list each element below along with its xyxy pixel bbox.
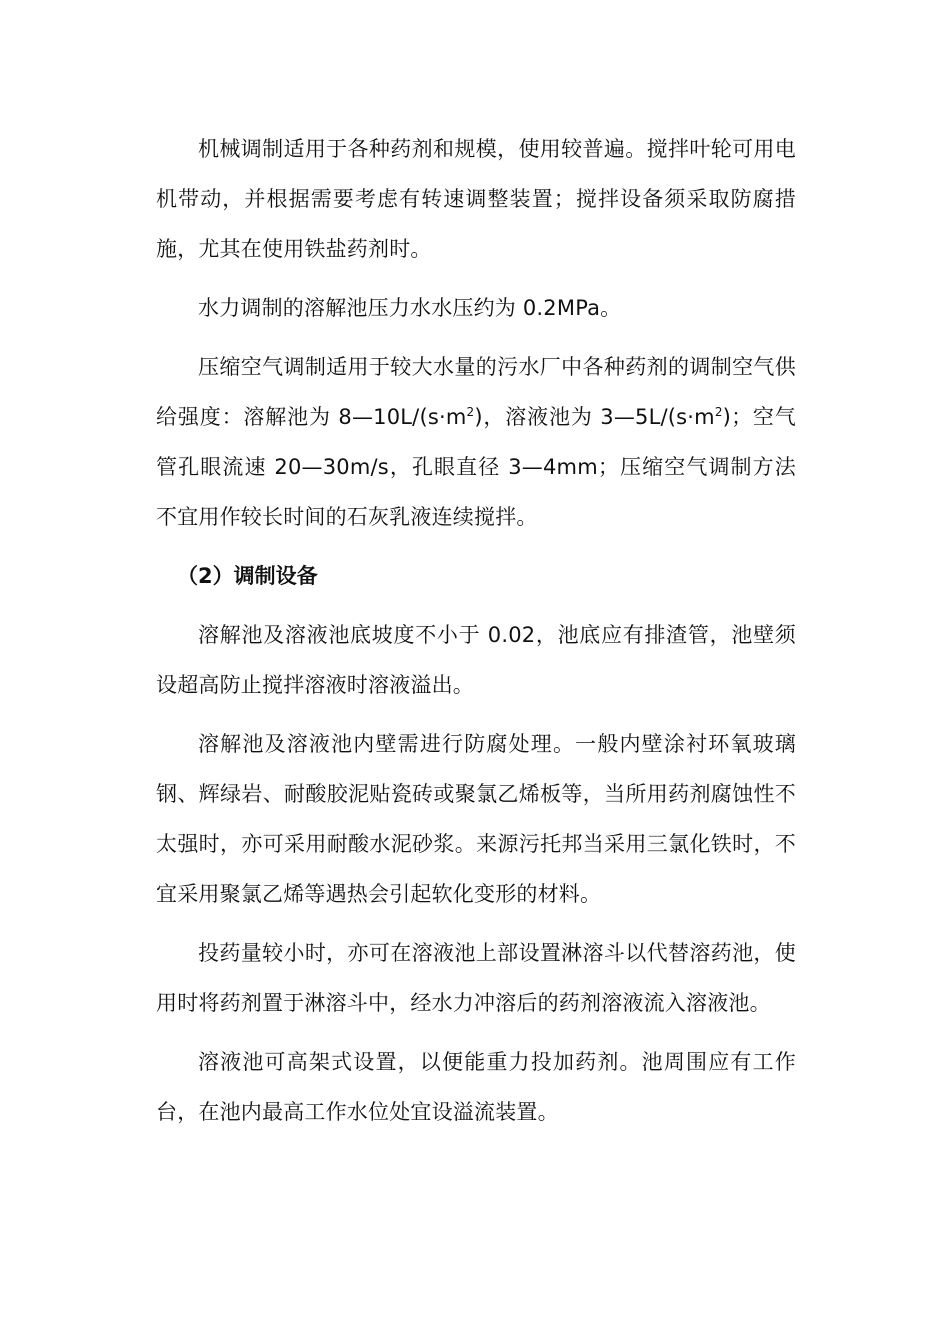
superscript-2: 2 (714, 405, 723, 419)
paragraph-elevated-tank: 溶液池可高架式设置，以便能重力投加药剂。池周围应有工作台，在池内最高工作水位处宜设溢流装置。 (156, 1050, 796, 1124)
paragraph-compressed-air-mixing (156, 342, 796, 542)
paragraph-mechanical-mixing: 机械调制适用于各种药剂和规模，使用较普遍。搅拌叶轮可用电机带动，并根据需要考虑有转速调整装置；搅拌设备须采取防腐措施，尤其在使用铁盐药剂时。 (156, 137, 796, 261)
document-body (156, 124, 796, 1146)
air-text-part-3: )；空气管孔眼流速 20—30m/s，孔眼直径 3—4mm；压缩空气调制方法不宜用作较长时间的石灰乳液连续搅拌。 (156, 405, 796, 529)
superscript-2: 2 (466, 405, 475, 419)
paragraph-hydraulic-mixing: 水力调制的溶解池压力水水压约为 0.2MPa。 (198, 296, 622, 320)
paragraph-tank-slope: 溶解池及溶液池底坡度不小于 0.02，池底应有排渣管，池壁须设超高防止搅拌溶液时溶液溢出。 (156, 623, 796, 697)
section-heading: （2）调制设备 (177, 564, 318, 588)
paragraph-anticorrosion: 溶解池及溶液池内壁需进行防腐处理。一般内壁涂衬环氧玻璃钢、辉绿岩、耐酸胶泥贴瓷砖或聚氯乙烯板等，当所用药剂腐蚀性不太强时，亦可采用耐酸水泥砂浆。来源污托邦当采用三氯化铁时，不宜采用聚氯乙烯等遇热会引起软化变形的材料。 (156, 732, 796, 906)
air-text-part-2: )，溶液池为 3—5L/(s·m (474, 405, 715, 429)
air-text-part-1: 压缩空气调制适用于较大水量的污水厂中各种药剂的调制空气供给强度：溶解池为 8—10L/(s·m (156, 355, 796, 429)
paragraph-leaching-hopper: 投药量较小时，亦可在溶液池上部设置淋溶斗以代替溶药池，使用时将药剂置于淋溶斗中，经水力冲溶后的药剂溶液流入溶液池。 (156, 941, 796, 1015)
